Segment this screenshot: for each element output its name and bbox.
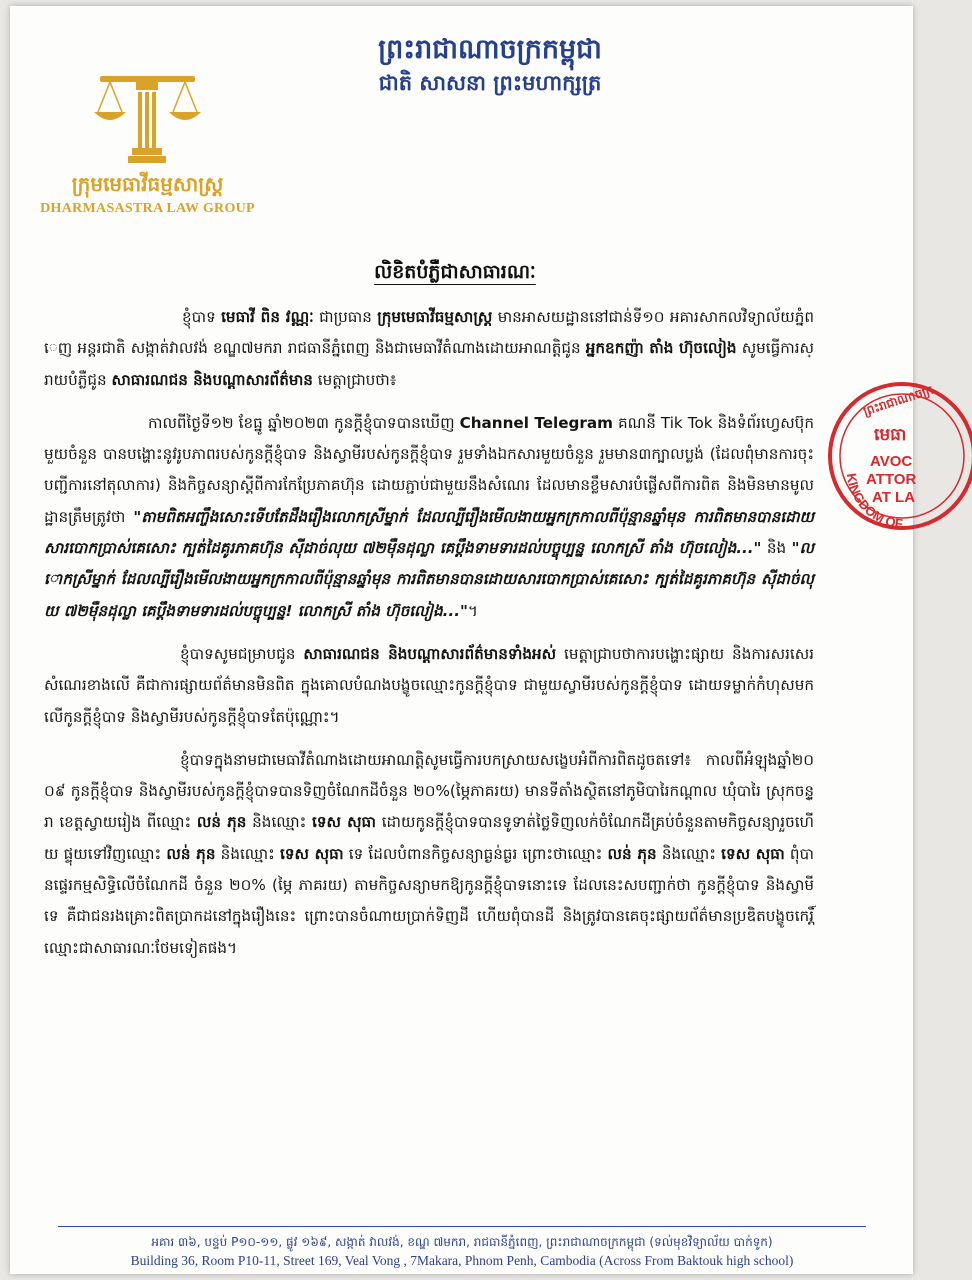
emphasis-text: សាធារណជន និងបណ្ដាសារព័ត៌មានទាំងអស់ [303, 644, 557, 663]
body-text: និងឈ្មោះ [656, 844, 722, 863]
body-text: ខ្ញុំបាទក្នុងនាមជាមេធាវីតំណាងដោយអាណត្តិសូមធ្វើការបកស្រាយសង្ខេបអំពីការពិតដូចតទៅ៖ កាលពីអំឡុងឆ្នាំ២០០៩ កូនក្ដីខ្ញុំបាទ និងស្វាមីរបស់កូនក្ដីខ្ញុំបាទបានទិញចំណែកដីចំនួន ២០%(ម្ភៃភាគរយ) មានទីតាំងស្ថិតនៅភូមិបារៃកណ្ដាល ឃុំបារៃ ស្រុកចន្ទ្រា ខេត្តស្វាយរៀង ពីឈ្មោះ [44, 750, 814, 832]
emphasis-text: លន់ ភុន [196, 813, 247, 832]
document-title: លិខិតបំភ្លឺជាសាធារណៈ [374, 261, 536, 283]
letter-body [44, 302, 814, 976]
body-text: សូមធ្វើការស្រាយបំភ្លឺជូន [44, 339, 814, 389]
body-text: គណនី Tik Tok និងទំព័រហ្វេសប៊ុកមួយចំនួន បានបង្ហោះនូវរូបភាពរបស់កូនក្ដីខ្ញុំបាទ និងស្វាមីរបស់កូនក្ដីខ្ញុំបាទ រួមទាំងឯកសារមួយចំនួន រួមមាន៣ក្បាលប្លង់ (ដែលពុំមានការចុះបញ្ជីការនៅតុលាការ) និងកិច្ចសន្យាស្ដីពីការកែប្រែភាគហ៊ុន ដោយភ្ជាប់ជាមួយនឹងសំណេរ ដែលមានខ្លឹមសារបំផ្លើសពីការពិត និងមិនមានមូលដ្ឋានត្រឹមត្រូវថា [44, 413, 814, 526]
emphasis-text: ទេស សុធា [280, 844, 344, 863]
body-text: ។ [467, 601, 478, 620]
emphasis-text: សាធារណជន និងបណ្ដាសារព័ត៌មាន [111, 370, 313, 389]
body-text: និងឈ្មោះ [246, 813, 312, 832]
body-text: ខ្ញុំបាទ [182, 308, 222, 326]
body-text: កាលពីថ្ងៃទី១២ ខែធ្នូ ឆ្នាំ២០២៣ កូនក្ដីខ្ញុំបាទបានឃើញ [148, 413, 460, 432]
paragraph-1 [44, 302, 814, 396]
kingdom-name: ព្រះរាជាណាចក្រកម្ពុជា [378, 34, 602, 65]
body-text: មេត្តាជ្រាបថា៖ [312, 370, 397, 389]
body-text: មេត្តាជ្រាបថាការបង្ហោះផ្សាយ និងការសរសេរសំណេរខាងលើ គឺជាការផ្សាយព័ត៌មានមិនពិត ក្នុងគោលបំណងបង្ខូចឈ្មោះកូនក្ដីខ្ញុំបាទ ជាមួយស្វាមីរបស់កូនក្ដីខ្ញុំបាទ ដោយទម្លាក់កំហុសមកលើកូនក្ដីខ្ញុំបាទ និងស្វាមីរបស់កូនក្ដីខ្ញុំបាទតែប៉ុណ្ណោះ។ [44, 644, 814, 726]
scales-pillar-icon [90, 68, 205, 168]
stamp-text-avocat: AVOC [870, 453, 913, 470]
emphasis-text: មេធាវី ពិន វណ្ណៈ [221, 308, 314, 326]
law-group-logo [40, 68, 255, 228]
body-text: ទេ ដែលបំពានកិច្ចសន្យាធ្ងន់ធ្ងរ ព្រោះថាឈ្មោះ [343, 844, 608, 863]
stamp-text-kingdom: ព្រះរាជាណាចក្រ [861, 382, 936, 419]
official-stamp [822, 374, 972, 544]
body-text: និងឈ្មោះ [215, 844, 281, 863]
logo-name-english: DHARMASASTRA LAW GROUP [40, 201, 255, 216]
emphasis-text: ក្រុមមេធាវីធម្មសាស្ត្រ [377, 308, 493, 326]
paragraph-2 [44, 408, 814, 627]
paragraph-3 [44, 639, 814, 733]
paragraph-4 [44, 745, 814, 964]
kingdom-header [310, 32, 670, 98]
emphasis-text: ទេស សុធា [721, 844, 785, 863]
quoted-text: "តាមពិតអញ្ចឹងសោះទើបតែដឹងរឿងលោកស្រីម្នាក់ ដែលល្បីរឿងមើលងាយអ្នកក្រកាលពីប៉ុន្មានឆ្នាំមុន ការពិតមានបានដោយសារបោកប្រាស់គេសោះ ក្បត់ដៃគូរភាគហ៊ុន ស៊ីដាច់លុយ ៧២ម៉ឺនដុល្លា គេប្តឹងទាមទារដល់បច្ចុប្បន្ន លោកស្រី តាំង ហ៊ុចលៀង..." [44, 507, 814, 558]
emphasis-text: Channel Telegram [459, 413, 613, 432]
footer-address-khmer: អគារ ៣៦, បន្ទប់ P១០-១១, ផ្លូវ ១៦៩, សង្កាត់ វាលវង់, ខណ្ឌ ៧មករា, រាជធានីភ្នំពេញ, ព្រះរាជាណាចក្រកម្ពុជា (ទល់មុខវិទ្យាល័យ បាក់ទូក) [151, 1235, 773, 1249]
body-text: ពុំបានផ្ទេរកម្មសិទ្ធិលើចំណែកដី ចំនួន ២០% (ម្ភៃ ភាគរយ) តាមកិច្ចសន្យាមកឱ្យកូនក្ដីខ្ញុំបាទនោះទេ ដែលនេះសបញ្ជាក់ថា កូនក្ដីខ្ញុំបាទ និងស្វាមី ទេ គឺជាជនរងគ្រោះពិតប្រាកដនៅក្នុងរឿងនេះ ព្រោះបានចំណាយប្រាក់ទិញដី ហើយពុំបានដី និងត្រូវបានគេចុះផ្សាយព័ត៌មានប្រឌិតបង្ខូចកេរ្តិ៍ឈ្មោះជាសាធារណៈថែមទៀតផង។ [44, 844, 814, 957]
body-text: មានអាសយដ្ឋាននៅជាន់ទី១០ អគារសាកលវិទ្យាល័យភ្នំពេញ អន្តរជាតិ សង្កាត់វាលវង់ ខណ្ឌ៧មករា រាជធានីភ្នំពេញ និងជាមេធាវីតំណាងដោយអាណត្តិជូន [44, 308, 814, 358]
emphasis-text: លន់ ភុន [607, 844, 657, 863]
emphasis-text: លន់ ភុន [166, 844, 216, 863]
letter-page [10, 6, 936, 1274]
emphasis-text: ទេស សុធា [312, 813, 377, 832]
body-text: ដោយកូនក្ដីខ្ញុំបាទបានទូទាត់ថ្លៃទិញលក់ចំណែកដីគ្រប់ចំនួនតាមកិច្ចសន្យារួចហើយ ផ្ទុយទៅវិញឈ្មោះ [44, 813, 814, 863]
stamp-ring-text: KINGDOM OF [843, 472, 904, 532]
stamp-text-at-law: AT LA [872, 489, 916, 506]
body-text: ខ្ញុំបាទសូមជម្រាបជូន [180, 644, 304, 663]
logo-name-khmer: ក្រុមមេធាវីធម្មសាស្ត្រ [71, 172, 224, 196]
stamp-text-lawyer-km: មេធា [874, 425, 907, 445]
body-text: ជាប្រធាន [313, 308, 378, 326]
stamp-text-attorney: ATTOR [866, 471, 917, 488]
footer-address-english: Building 36, Room P10-11, Street 169, Veal Vong , 7Makara, Phnom Penh, Cambodia (Across From Baktouk high school) [130, 1253, 794, 1268]
body-text: និង [761, 539, 792, 558]
emphasis-text: អ្នកឧកញ៉ា តាំង ហ៊ុចលៀង [585, 339, 737, 358]
national-motto: ជាតិ សាសនា ព្រះមហាក្សត្រ [378, 70, 602, 95]
page-footer [58, 1226, 866, 1270]
quoted-text: "លោកស្រីម្នាក់ ដែលល្បីរឿងមើលងាយអ្នកក្រកាលពីប៉ុន្មានឆ្នាំមុន ការពិតមានបានដោយសារបោកប្រាស់គេសោះ ក្បត់ដៃគូរភាគហ៊ុន ស៊ីដាច់លុយ ៧២ម៉ឺនដុល្លា គេប្តឹងទាមទារដល់បច្ចុប្បន្ន! លោកស្រី តាំង ហ៊ុចលៀង..." [44, 539, 814, 620]
